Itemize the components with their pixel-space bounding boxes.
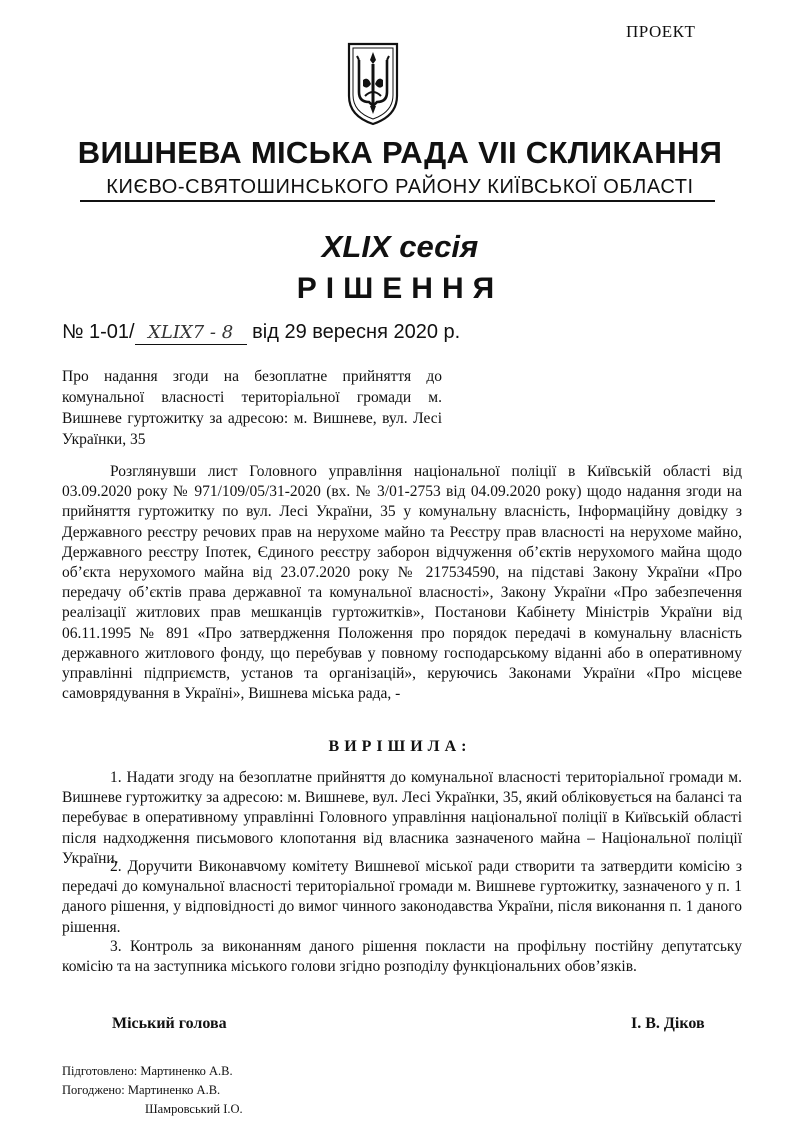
resolution-item-text: 2. Доручити Виконавчому комітету Вишневої міської ради створити та затвердити комісію з передачі до комунальної власності територіальної громади м. Вишневе гуртожитку, зазначеного у п. 1 даного рішення, у відповідності до вимог чинного законодавства України, після виконання п. 1 даного рішення. — [62, 858, 742, 936]
header-rule — [80, 200, 715, 202]
number-prefix: № 1-01/ — [62, 321, 135, 343]
signatory-name: І. В. Діков — [631, 1015, 705, 1032]
session-title: XLIX сесія — [321, 229, 479, 264]
footer-prepared: Підготовлено: Мартиненко А.В. — [62, 1064, 233, 1078]
decision-subject: Про надання згоди на безоплатне прийняття до комунальної власності територіальної громади м. Вишневе гуртожитку за адресою: м. Вишневе, вул. Лесі Українки, 35 — [62, 368, 442, 448]
decision-number-line — [62, 319, 460, 345]
signatory-title: Міський голова — [112, 1015, 227, 1032]
resolution-item-2 — [62, 857, 742, 938]
resolution-item-text: 1. Надати згоду на безоплатне прийняття до комунальної власності територіальної громади м. Вишневе гуртожитку за адресою: м. Вишневе, вул. Лесі Українки, 35, який обліковується на балансі та перебуває в оперативному управлінні Головного управління національної поліції в Київській області після надходження письмового клопотання від власника зазначеного майна – Національної поліції України. — [62, 769, 742, 867]
resolution-item-1 — [62, 768, 742, 869]
draft-label: ПРОЕКТ — [626, 22, 696, 41]
resolved-heading: ВИРІШИЛА: — [328, 738, 472, 755]
resolution-item-3 — [62, 937, 742, 977]
council-name: ВИШНЕВА МІСЬКА РАДА VII СКЛИКАННЯ — [77, 135, 723, 170]
preamble-paragraph — [62, 462, 742, 704]
preamble-text: Розглянувши лист Головного управління національної поліції в Київській області від 03.09.2020 року № 971/109/05/31-2020 (вх. № 3/01-2753 від 04.09.2020 року) щодо надання згоди на прийняття гуртожитку по вул. Лесі України, 35 у комунальну власність, Інформаційну довідку з Державного реєстру речових прав на нерухоме майно та Реєстру прав власності на нерухоме майно, Державного реєстру Іпотек, Єдиного реєстру заборон відчуження об’єктів нерухомого майна щодо об’єкта нерухомого майна від 23.07.2020 року № 217534590, на підставі Закону України «Про передачу об’єктів права державної та комунальної власності», Закону України «Про забезпечення реалізації житлових прав мешканців гуртожитків», Постанови Кабінету Міністрів України від 06.11.1995 № 891 «Про затвердження Положення про порядок передачі в комунальну власність державного житлового фонду, що перебував у повному господарському віданні або в оперативному управлінні підприємств, установ та організацій», керуючись Законами України «Про місцеве самоврядування в Україні», Вишнева міська рада, - — [62, 463, 742, 703]
decision-date: від 29 вересня 2020 р. — [252, 321, 461, 343]
footer-agreed-second: Шамровський І.О. — [145, 1102, 243, 1116]
handwritten-number: XLIX7 - 8 — [135, 322, 247, 345]
district-name: КИЄВО-СВЯТОШИНСЬКОГО РАЙОНУ КИЇВСЬКОЇ ОБЛАСТІ — [106, 176, 694, 198]
coat-of-arms-of-ukraine-icon — [345, 40, 401, 126]
footer-agreed: Погоджено: Мартиненко А.В. — [62, 1083, 221, 1097]
resolution-item-text: 3. Контроль за виконанням даного рішення покласти на профільну постійну депутатську комісію та на заступника міського голови згідно розподілу функціональних обов’язків. — [62, 938, 742, 976]
decision-title: РІШЕННЯ — [296, 272, 504, 305]
